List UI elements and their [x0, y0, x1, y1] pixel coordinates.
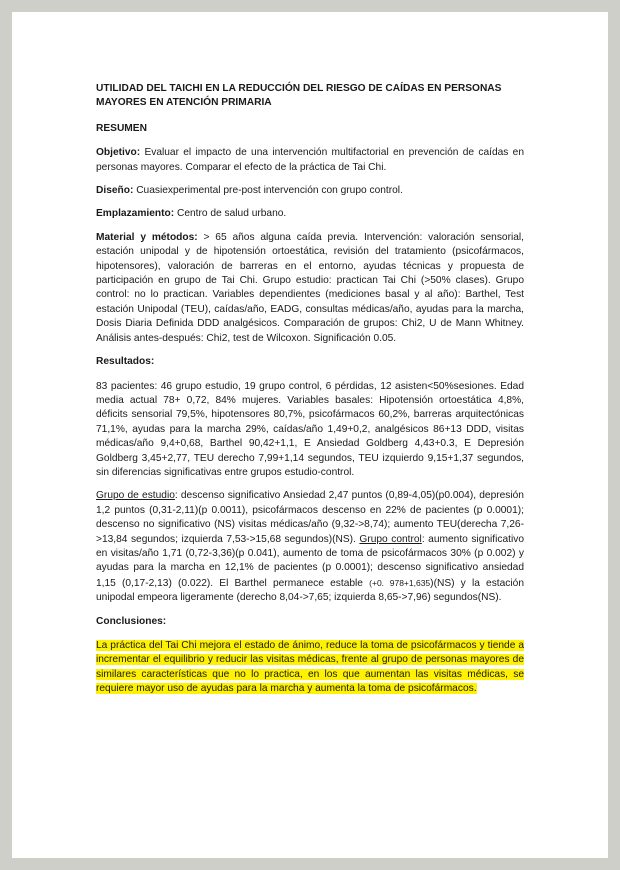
barthel-small-text: (+0. 978+1,635	[369, 577, 431, 588]
material-text: > 65 años alguna caída previa. Intervención: valoración sensorial, estación unipodal y de hipotensión ortoestática, revisión del tratamiento (psicofármacos, hipotensores), valoración de barreras en el entorno, ayudas técnicas y propuesta de participación en grupo de Tai Chi. Grupo estudio: practican Tai Chi (>50% clases). Grupo control: no lo practican. Variables dependientes (mediciones basal y al año): Barthel, Test estación Unipodal (TEU), caídas/año, EADG, consultas médicas/año, ayudas para la marcha, Dosis Diaria Definida DDD analgésicos. Comparación de grupos: Chi2, U de Mann Whitney. Análisis antes-después: Chi2, test de Wilcoxon. Significación 0.05.	[96, 231, 524, 344]
objetivo-label: Objetivo:	[96, 147, 141, 159]
objetivo-text: Evaluar el impacto de una intervención multifactorial en prevención de caídas en personas mayores. Comparar el efecto de la práctica de Tai Chi.	[96, 147, 524, 173]
material-label: Material y métodos:	[96, 231, 198, 243]
grupo-control-text: : aumento significativo en visitas/año 1,71 (0,72-3,36)(p 0.041), aumento de toma de psicofármacos 30% (p 0.002) y ayudas para la marcha en 12,1% de pacientes (p 0.0001); descenso significativo ansiedad 1,15 (0,17-2,13) (0.022). El Barthel permanece estable	[96, 533, 524, 589]
document-page	[12, 12, 608, 858]
grupo-control-text-end: )(NS) y la estación unipodal empeora ligeramente (derecho 8,04->7,65; izquierda 8,65->7,96) segundos(NS).	[96, 577, 524, 604]
resultados-paragraph-2	[96, 489, 524, 605]
diseno-text: Cuasiexperimental pre-post intervención con grupo control.	[133, 185, 403, 197]
conclusiones-highlighted-text: La práctica del Tai Chi mejora el estado de ánimo, reduce la toma de psicofármacos y tiende a incrementar el equilibrio y reducir las visitas médicas, frente al grupo de personas mayores de similares características que no lo practica, en los que aumentan las visitas médicas, se requiere mayor uso de ayudas para la marcha y aumenta la toma de psicofármacos.	[96, 640, 524, 695]
emplazamiento-text: Centro de salud urbano.	[174, 208, 287, 220]
emplazamiento-label: Emplazamiento:	[96, 208, 175, 220]
diseno-label: Diseño:	[96, 185, 134, 197]
grupo-control-label: Grupo control	[359, 533, 422, 545]
material-paragraph	[96, 231, 524, 346]
emplazamiento-paragraph	[96, 207, 524, 221]
resumen-heading: RESUMEN	[96, 122, 147, 134]
document-title: UTILIDAD DEL TAICHI EN LA REDUCCIÓN DEL RIESGO DE CAÍDAS EN PERSONAS MAYORES EN ATENCIÓN PRIMARIA	[96, 83, 502, 109]
resultados-heading: Resultados:	[96, 356, 155, 368]
conclusiones-paragraph	[96, 639, 524, 697]
conclusiones-heading: Conclusiones:	[96, 615, 167, 627]
grupo-estudio-label: Grupo de estudio	[96, 490, 175, 502]
diseno-paragraph	[96, 184, 524, 198]
grupo-estudio-text: : descenso significativo Ansiedad 2,47 puntos (0,89-4,05)(p0.004), depresión 1,2 puntos (0,31-2,11)(p 0.0011), psicofármacos descenso en 22% de pacientes (p 0.0001); descenso no significativo (NS) visitas médicas/año (9,32->8,74); aumento TEU(derecha 7,26->13,84 segundos; izquierda 7,53->15,68 segundos)(NS).	[96, 490, 524, 545]
resultados-paragraph-1: 83 pacientes: 46 grupo estudio, 19 grupo control, 6 pérdidas, 12 asisten<50%sesiones. Edad media actual 78+ 0,72, 84% mujeres. Variables basales: Hipotensión ortoestática 4,8%, déficits sensorial 79,5%, hipotensores 80,7%, psicofármacos 60,2%, barreras arquitectónicas 71,1%, ayudas para la marcha 29%, caídas/año 1,49+0,2, analgésicos 86+13 DDD, visitas médicas/año 9,4+0,68, Barthel 90,42+1,1, E Ansiedad Goldberg 4,43+0.3, E Depresión Goldberg 3,45+2,77, TEU derecho 7,99+1,14 segundos, TEU izquierdo 9,15+1,37 segundos, sin diferencias significativas entre grupos estudio-control.	[96, 380, 524, 478]
objetivo-paragraph	[96, 146, 524, 175]
